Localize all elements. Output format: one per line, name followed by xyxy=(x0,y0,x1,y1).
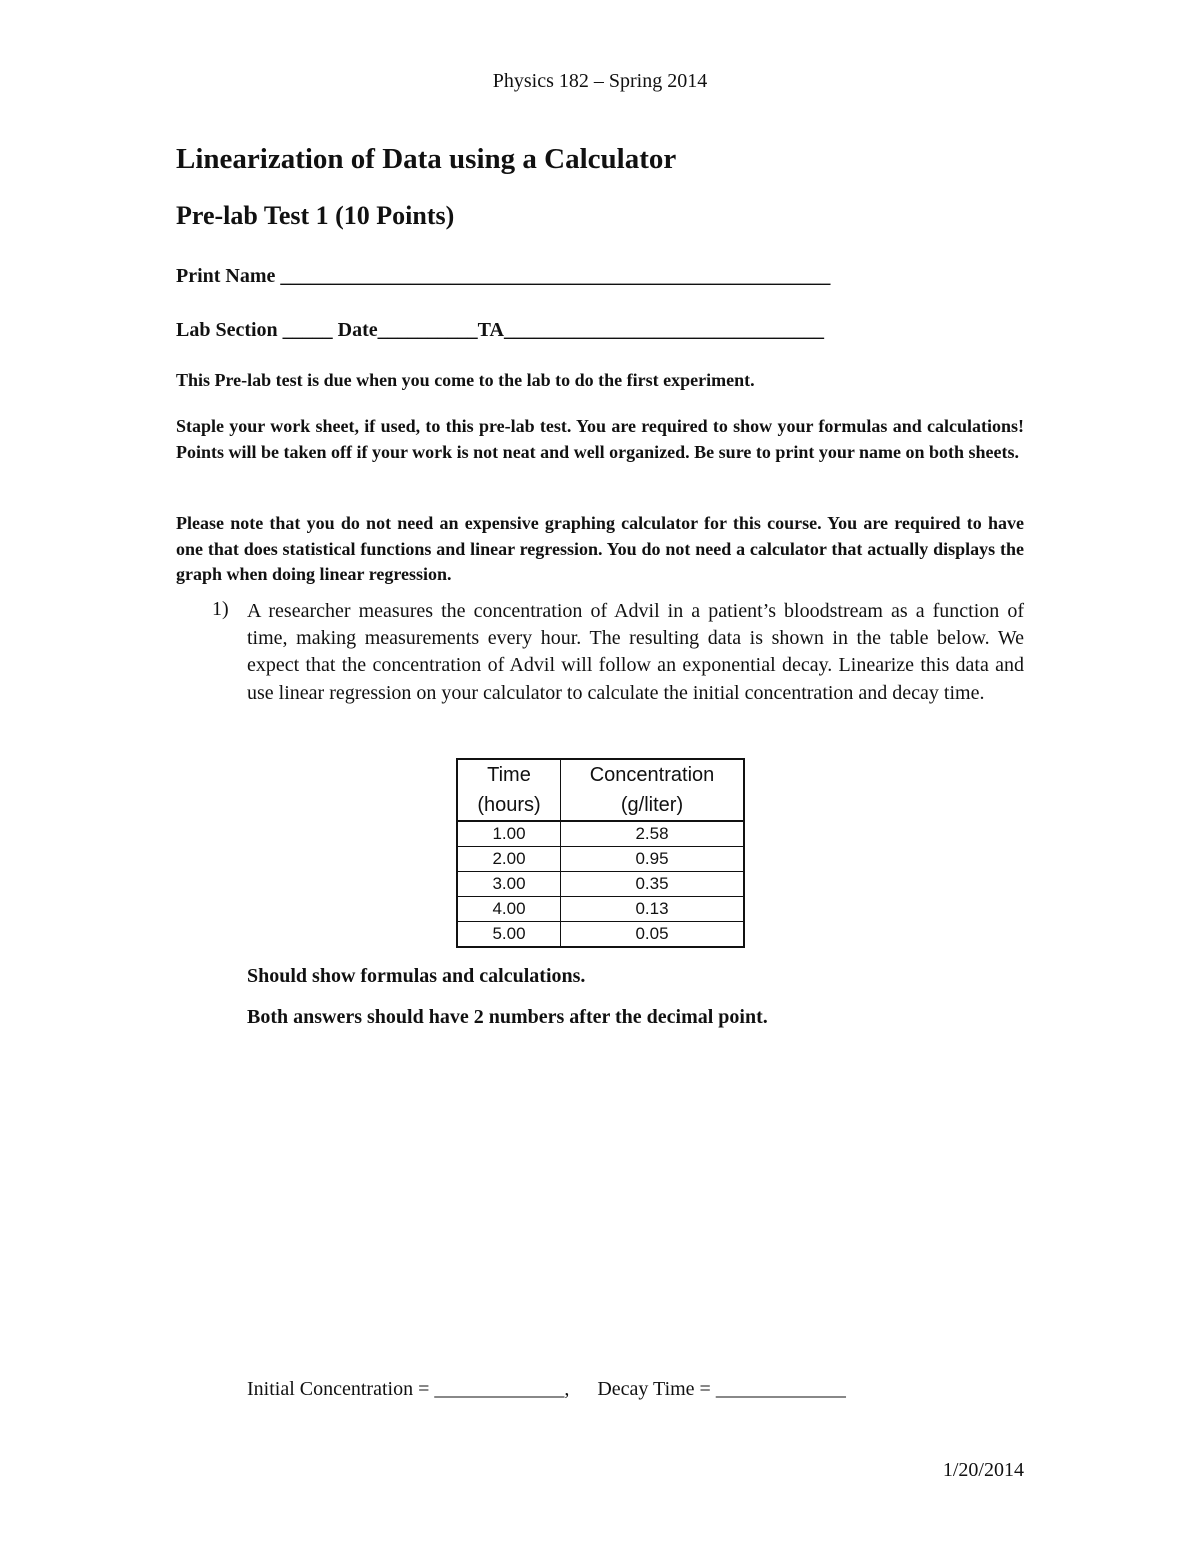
decay-time-field[interactable]: Decay Time = _____________ xyxy=(597,1378,846,1400)
time-cell: 4.00 xyxy=(457,897,561,922)
staple-paragraph: Staple your work sheet, if used, to this pre-lab test. You are required to show your formulas and calculations! Points will be taken off if your work is not neat and well organized. Be sure to print your name on both sheets. xyxy=(176,416,1024,462)
decimal-note: Both answers should have 2 numbers after the decimal point. xyxy=(247,1006,768,1028)
time-cell: 2.00 xyxy=(457,847,561,872)
table-row xyxy=(457,922,744,948)
course-header: Physics 182 – Spring 2014 xyxy=(492,70,708,92)
table-header-units-row xyxy=(457,790,744,821)
concentration-cell: 0.95 xyxy=(561,847,745,872)
table-row xyxy=(457,897,744,922)
lab-section-date-ta-field[interactable]: Lab Section _____ Date__________TA________________________________ xyxy=(176,319,824,341)
footer-date: 1/20/2014 xyxy=(942,1459,1024,1481)
header-concentration-unit: (g/liter) xyxy=(561,790,745,821)
formulas-note: Should show formulas and calculations. xyxy=(247,965,586,987)
concentration-cell: 2.58 xyxy=(561,821,745,847)
initial-concentration-field[interactable]: Initial Concentration = _____________, xyxy=(247,1378,570,1400)
question-number: 1) xyxy=(212,598,229,620)
page-title: Linearization of Data using a Calculator xyxy=(176,143,677,175)
due-paragraph: This Pre-lab test is due when you come to the lab to do the first experiment. xyxy=(176,370,755,390)
time-cell: 5.00 xyxy=(457,922,561,948)
data-table xyxy=(456,758,745,948)
table-row xyxy=(457,847,744,872)
header-time-unit: (hours) xyxy=(457,790,561,821)
page-subtitle: Pre-lab Test 1 (10 Points) xyxy=(176,201,455,230)
header-concentration: Concentration xyxy=(561,759,745,790)
question-text: A researcher measures the concentration of Advil in a patient’s bloodstream as a function of time, making measurements every hour. The resulting data is shown in the table below. We expect that the concentration of Advil will follow an exponential decay. Linearize this data and use linear regression on your calculator to calculate the initial concentration and decay time. xyxy=(247,600,1024,704)
answer-line xyxy=(247,1378,846,1401)
time-cell: 1.00 xyxy=(457,821,561,847)
table-row xyxy=(457,872,744,897)
concentration-cell: 0.13 xyxy=(561,897,745,922)
header-time: Time xyxy=(457,759,561,790)
concentration-cell: 0.05 xyxy=(561,922,745,948)
time-cell: 3.00 xyxy=(457,872,561,897)
table-header-row xyxy=(457,759,744,790)
table-row xyxy=(457,821,744,847)
concentration-cell: 0.35 xyxy=(561,872,745,897)
calculator-paragraph: Please note that you do not need an expensive graphing calculator for this course. You are required to have one that does statistical functions and linear regression. You do not need a calculator that actually displays the graph when doing linear regression. xyxy=(176,513,1024,584)
print-name-field[interactable]: Print Name _______________________________________________________ xyxy=(176,265,831,287)
